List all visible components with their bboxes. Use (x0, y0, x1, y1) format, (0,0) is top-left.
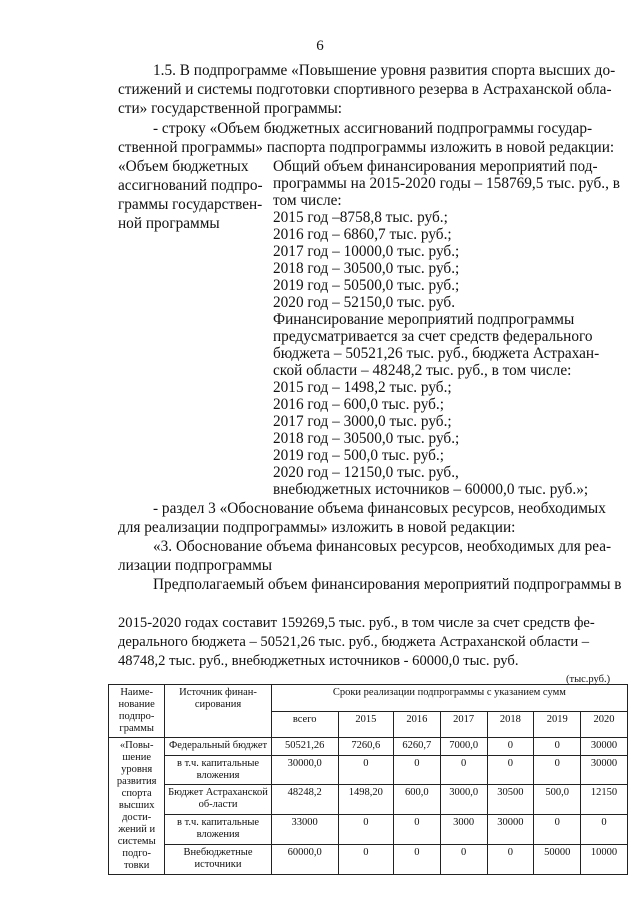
p5-line3: дерального бюджета – 50521,26 тыс. руб., бюджета Астраханской области – (118, 634, 590, 650)
left-col-line2: ассигнований подпро- (118, 177, 263, 194)
row-source: в т.ч. капитальные вложения (165, 815, 271, 845)
right-intro-line2: программы на 2015-2020 годы – 158769,5 тыс. руб., в (273, 175, 620, 192)
p5-line2: 2015-2020 годах составит 159269,5 тыс. руб., в том числе за счет средств фе- (118, 615, 595, 631)
financing-table (108, 684, 628, 875)
units-label: (тыс.руб.) (566, 674, 611, 685)
header-col-2018: 2018 (487, 711, 534, 738)
cell: 0 (487, 755, 534, 785)
cell: 1498,20 (338, 785, 393, 815)
cell: 600,0 (393, 785, 440, 815)
cell: 0 (534, 815, 581, 845)
p3-line1: - раздел 3 «Обоснование объема финансовых ресурсов, необходимых (153, 500, 606, 517)
header-terms: Сроки реализации подпрограммы с указанием сумм (271, 685, 627, 712)
year-total-2018: 2018 год – 30500,0 тыс. руб.; (273, 260, 460, 277)
cell: 30500 (487, 785, 534, 815)
row-source: Федеральный бюджет (165, 738, 271, 756)
cell: 0 (440, 845, 487, 875)
p5-line4: 48748,2 тыс. руб., внебюджетных источников - 60000,0 тыс. руб. (118, 653, 519, 669)
p3-line2: для реализации подпрограммы» изложить в новой редакции: (118, 519, 516, 536)
table-row (109, 785, 628, 815)
cell: 48248,2 (271, 785, 338, 815)
left-col-line4: ной программы (118, 215, 220, 232)
table-row (109, 815, 628, 845)
cell: 30000 (487, 815, 534, 845)
cell: 12150 (581, 785, 628, 815)
row-source: Бюджет Астраханской об-ласти (165, 785, 271, 815)
year-total-2019: 2019 год – 50500,0 тыс. руб.; (273, 277, 460, 294)
cell: 33000 (271, 815, 338, 845)
cell: 500,0 (534, 785, 581, 815)
cell: 50000 (534, 845, 581, 875)
year-total-2020: 2020 год – 52150,0 тыс. руб. (273, 294, 456, 311)
year-total-2015: 2015 год –8758,8 тыс. руб.; (273, 209, 448, 226)
year-regional-2020: 2020 год – 12150,0 тыс. руб., (273, 464, 459, 481)
financing-line4: ской области – 48248,2 тыс. руб., в том числе: (273, 362, 572, 379)
left-col-line3: граммы государствен- (118, 196, 263, 213)
p1-line1: 1.5. В подпрограмме «Повышение уровня развития спорта высших до- (153, 62, 616, 79)
year-total-2017: 2017 год – 10000,0 тыс. руб.; (273, 243, 460, 260)
cell: 0 (393, 845, 440, 875)
row-source: в т.ч. капитальные вложения (165, 755, 271, 785)
right-intro-line3: том числе: (273, 192, 342, 209)
header-col-2015: 2015 (338, 711, 393, 738)
header-col-2020: 2020 (581, 711, 628, 738)
cell: 0 (338, 845, 393, 875)
p1-line2: стижений и системы подготовки спортивного резерва в Астраханской обла- (118, 81, 612, 98)
cell: 10000 (581, 845, 628, 875)
financing-line2: предусматривается за счет средств федерального (273, 328, 593, 345)
p2-line1: - строку «Объем бюджетных ассигнований подпрограммы государ- (153, 120, 593, 137)
financing-line1: Финансирование мероприятий подпрограммы (273, 311, 575, 328)
p1-line3: сти» государственной программы: (118, 100, 343, 117)
table-row (109, 755, 628, 785)
year-regional-2016: 2016 год – 600,0 тыс. руб.; (273, 396, 444, 413)
cell: 0 (581, 815, 628, 845)
cell: 3000,0 (440, 785, 487, 815)
header-col-2019: 2019 (534, 711, 581, 738)
cell: 60000,0 (271, 845, 338, 875)
cell: 7000,0 (440, 738, 487, 756)
cell: 6260,7 (393, 738, 440, 756)
cell: 0 (487, 845, 534, 875)
cell: 0 (534, 738, 581, 756)
extrabudget-line: внебюджетных источников – 60000,0 тыс. руб.»; (273, 481, 589, 498)
cell: 0 (338, 755, 393, 785)
cell: 0 (534, 755, 581, 785)
header-col-2016: 2016 (393, 711, 440, 738)
year-regional-2015: 2015 год – 1498,2 тыс. руб.; (273, 379, 452, 396)
cell: 30000 (581, 738, 628, 756)
cell: 0 (487, 738, 534, 756)
cell: 50521,26 (271, 738, 338, 756)
p4-line2: лизации подпрограммы (118, 557, 273, 574)
cell: 0 (440, 755, 487, 785)
year-total-2016: 2016 год – 6860,7 тыс. руб.; (273, 226, 452, 243)
p2-line2: ственной программы» паспорта подпрограммы изложить в новой редакции: (118, 139, 615, 156)
cell: 0 (393, 815, 440, 845)
year-regional-2017: 2017 год – 3000,0 тыс. руб.; (273, 413, 452, 430)
cell: 30000 (581, 755, 628, 785)
cell: 0 (338, 815, 393, 845)
page-number: 6 (316, 38, 324, 54)
subprogram-name-cell: «Повы-шение уровня развития спорта высших дости-жений и системы подго-товки (109, 738, 165, 875)
row-source: Внебюджетные источники (165, 845, 271, 875)
p5-line1: Предполагаемый объем финансирования мероприятий подпрограммы в (153, 576, 622, 593)
header-col-total: всего (271, 711, 338, 738)
year-regional-2018: 2018 год – 30500,0 тыс. руб.; (273, 430, 460, 447)
cell: 0 (393, 755, 440, 785)
financing-line3: бюджета – 50521,26 тыс. руб., бюджета Астрахан- (273, 345, 600, 362)
table-row (109, 738, 628, 756)
right-intro-line1: Общий объем финансирования мероприятий под- (273, 158, 598, 175)
year-regional-2019: 2019 год – 500,0 тыс. руб.; (273, 447, 444, 464)
header-source: Источник финан-сирования (165, 685, 271, 738)
left-col-line1: «Объем бюджетных (118, 158, 249, 175)
cell: 30000,0 (271, 755, 338, 785)
header-name: Наиме-нование подпро-граммы (109, 685, 165, 738)
header-col-2017: 2017 (440, 711, 487, 738)
p4-line1: «3. Обоснование объема финансовых ресурсов, необходимых для реа- (153, 538, 612, 555)
cell: 3000 (440, 815, 487, 845)
table-row (109, 845, 628, 875)
cell: 7260,6 (338, 738, 393, 756)
